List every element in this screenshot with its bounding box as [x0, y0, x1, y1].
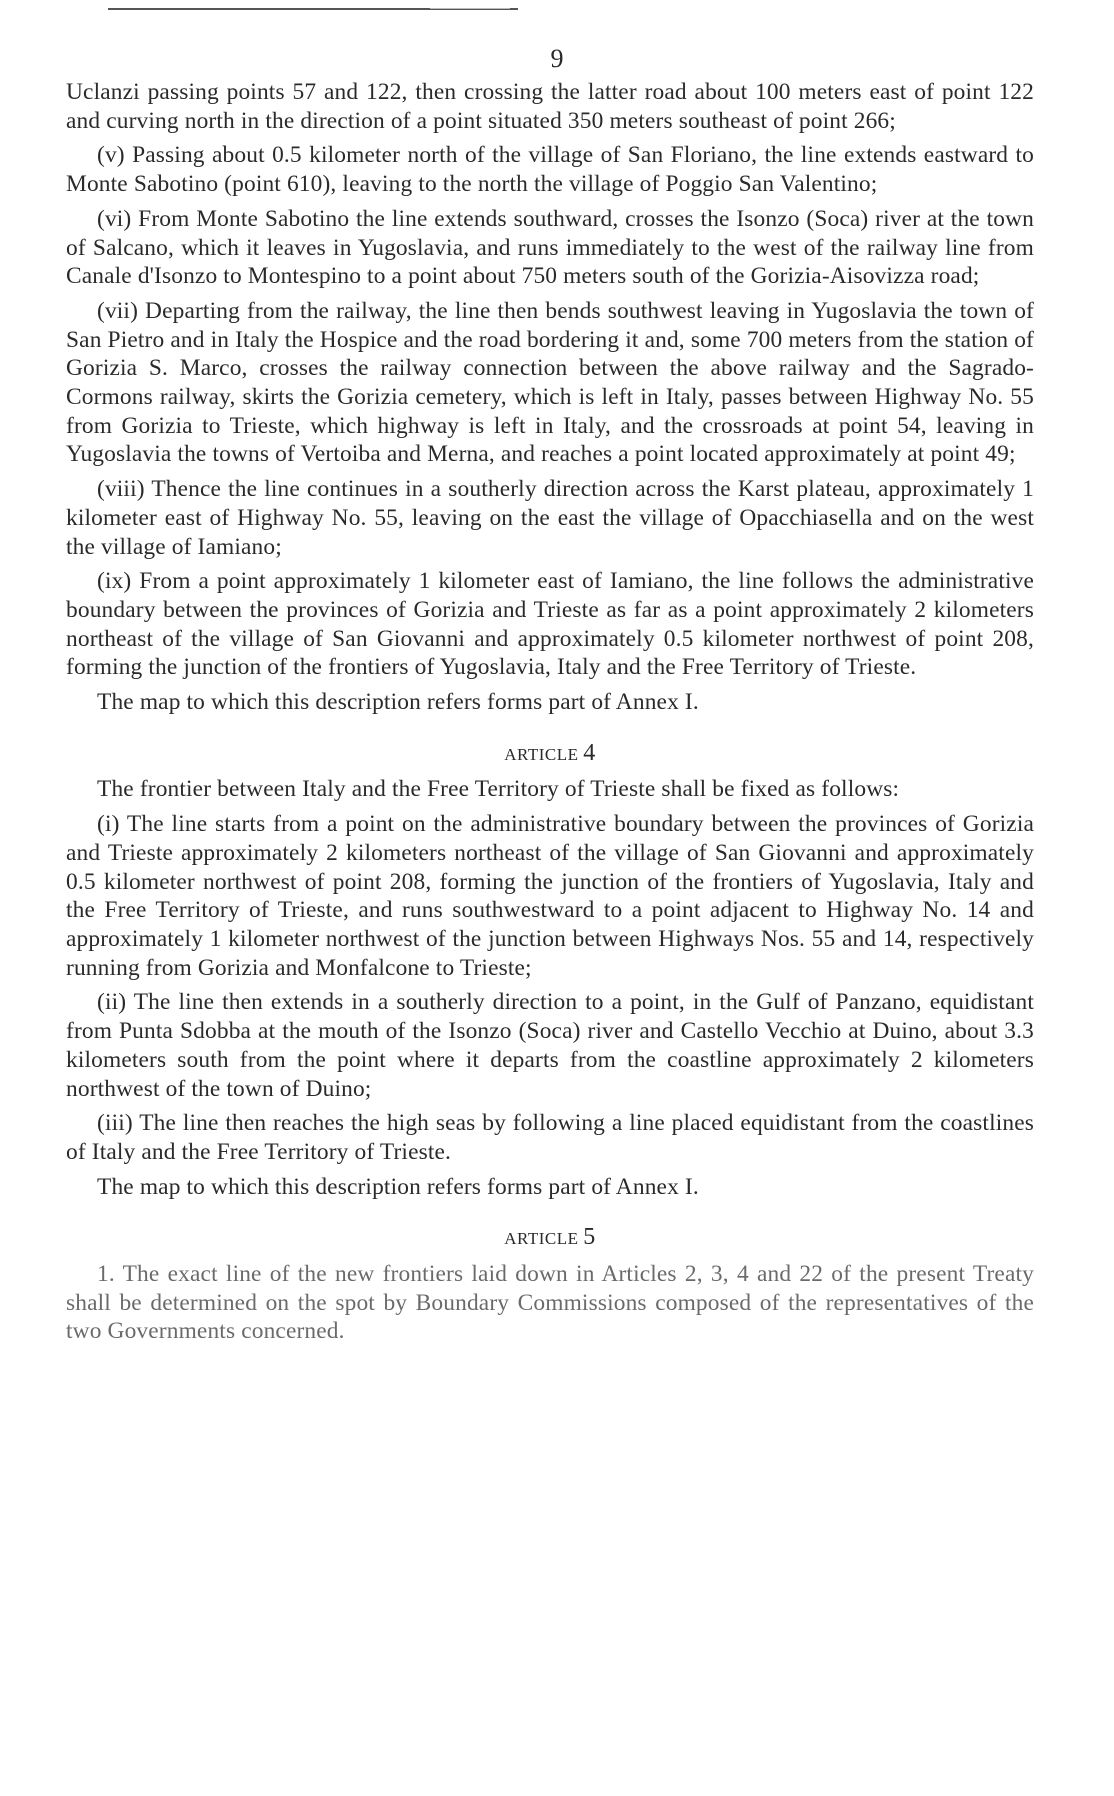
article4-item-ii: (ii) The line then extends in a southerly direction to a point, in the Gulf of Panzano, equidistant from Punta Sdobba at the mouth of the Isonzo (Soca) river and Castello Vecchio at Duino, about 3.3 kilometers south from the point where it departs from the coastline approximately 2 kilometers northwest of the town of Duino;	[66, 989, 1034, 1102]
top-rule-faint	[430, 8, 510, 9]
article5-heading-number: 5	[583, 1224, 596, 1251]
body-text	[66, 78, 1034, 1346]
article4-heading-word: ARTICLE	[504, 744, 579, 764]
article3-map-note: The map to which this description refers forms part of Annex I.	[97, 689, 699, 716]
article3-item-v: (v) Passing about 0.5 kilometer north of the village of San Floriano, the line extends eastward to Monte Sabotino (point 610), leaving to the north the village of Poggio San Valentino;	[66, 142, 1034, 198]
intro-continuation: Uclanzi passing points 57 and 122, then crossing the latter road about 100 meters east of point 122 and curving north in the direction of a point situated 350 meters southeast of point 266;	[66, 79, 1034, 134]
article4-heading-number: 4	[583, 739, 596, 766]
article4-intro: The frontier between Italy and the Free Territory of Trieste shall be fixed as follows:	[97, 776, 900, 803]
article3-item-vi: (vi) From Monte Sabotino the line extends southward, crosses the Isonzo (Soca) river at the town of Salcano, which it leaves in Yugoslavia, and runs immediately to the west of the railway line from Canale d'Isonzo to Montespino to a point about 750 meters south of the Gorizia-Aisovizza road;	[66, 205, 1034, 290]
article4-item-iii: (iii) The line then reaches the high seas by following a line placed equidistant from the coastlines of Italy and the Free Territory of Trieste.	[66, 1110, 1034, 1165]
article3-item-viii: (viii) Thence the line continues in a southerly direction across the Karst plateau, approximately 1 kilometer east of Highway No. 55, leaving on the east the village of Opacchiasella and on the west the village of Iamiano;	[66, 476, 1034, 560]
article4-item-i: (i) The line starts from a point on the administrative boundary between the provinces of Gorizia and Trieste approximately 2 kilometers northeast of the village of San Giovanni and approximately 0.5 kilometer northwest of point 208, forming the junction of the frontiers of Yugoslavia, Italy and the Free Territory of Trieste, and runs southwestward to a point adjacent to Highway No. 14 and approximately 1 kilometer northwest of the junction between Highways Nos. 55 and 14, respectively running from Gorizia and Monfalcone to Trieste;	[66, 811, 1034, 981]
article4-map-note: The map to which this description refers forms part of Annex I.	[97, 1173, 699, 1200]
page-number: 9	[550, 44, 564, 73]
article5-heading	[66, 1223, 1034, 1254]
article5-heading-word: ARTICLE	[504, 1229, 579, 1249]
article5-paragraph-1: 1. The exact line of the new frontiers laid down in Articles 2, 3, 4 and 22 of the present Treaty shall be determined on the spot by Boundary Commissions composed of the representatives of the two Governments concerned.	[66, 1261, 1034, 1345]
article3-item-vii: (vii) Departing from the railway, the line then bends southwest leaving in Yugoslavia the town of San Pietro and in Italy the Hospice and the road bordering it and, some 700 meters from the station of Gorizia S. Marco, crosses the railway connection between the above railway and the Sagrado-Cormons railway, skirts the Gorizia cemetery, which is left in Italy, passes between Highway No. 55 from Gorizia to Trieste, which highway is left in Italy, and the crossroads at point 54, leaving in Yugoslavia the towns of Vertoiba and Merna, and reaches a point located approximately at point 49;	[66, 297, 1034, 468]
article3-item-ix: (ix) From a point approximately 1 kilometer east of Iamiano, the line follows the administrative boundary between the provinces of Gorizia and Trieste as far as a point approximately 2 kilometers northeast of the village of San Giovanni and approximately 0.5 kilometer northwest of point 208, forming the junction of the frontiers of Yugoslavia, Italy and the Free Territory of Trieste.	[66, 568, 1034, 681]
article4-heading	[66, 739, 1034, 770]
